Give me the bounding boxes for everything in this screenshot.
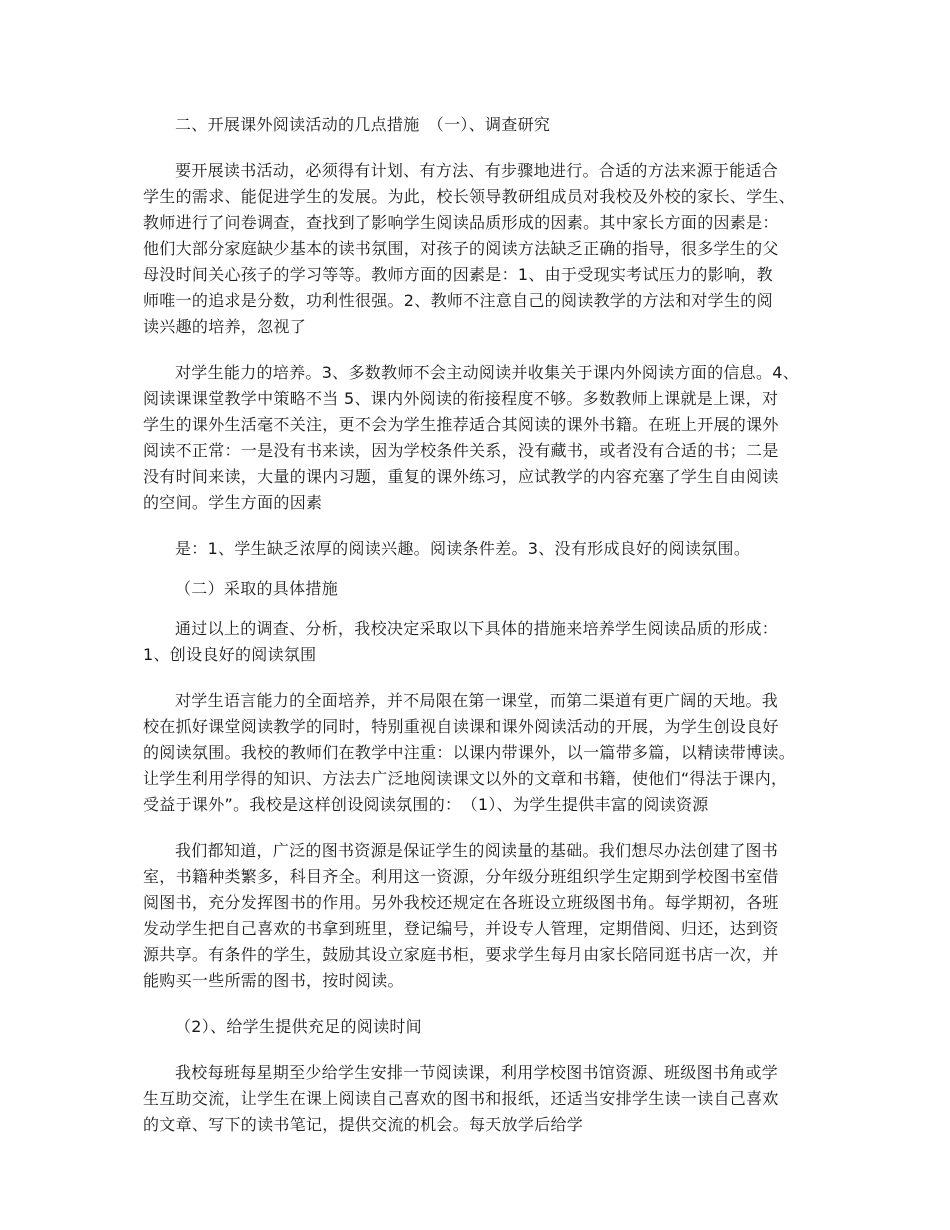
text-line: 1、创设良好的阅读氛围	[143, 645, 317, 664]
text-line: 通过以上的调查、分析，我校决定采取以下具体的措施来培养学生阅读品质的形成：	[175, 619, 779, 638]
text-line: 母没时间关心孩子的学习等等。教师方面的因素是：1、由于受现实考试压力的影响，教	[143, 265, 773, 284]
text-line: 的文章、写下的读书笔记，提供交流的机会。每天放学后给学	[143, 1115, 584, 1134]
paragraph-survey-intro	[143, 158, 811, 340]
section-heading: 二、开展课外阅读活动的几点措施 （一）、调查研究	[175, 115, 551, 134]
text-line: 受益于课外”。我校是这样创设阅读氛围的： （1）、为学生提供丰富的阅读资源	[143, 795, 709, 814]
text-line: 阅读不正常：一是没有书来读，因为学校条件关系，没有藏书，或者没有合适的书；二是	[143, 441, 779, 460]
paragraph-reading-atmosphere	[143, 688, 811, 818]
text-line: 师唯一的追求是分数，功利性很强。2、教师不注意自己的阅读教学的方法和对学生的阅	[143, 291, 773, 310]
text-line: 让学生利用学得的知识、方法去广泛地阅读课文以外的文章和书籍，使他们“得法于课内，	[143, 769, 788, 788]
text-line: 能购买一些所需的图书，按时阅读。	[143, 971, 404, 990]
text-line: 我们都知道，广泛的图书资源是保证学生的阅读量的基础。我们想尽办法创建了图书	[175, 841, 779, 860]
text-line: 生互助交流，让学生在课上阅读自己喜欢的图书和报纸，还适当安排学生读一读自己喜欢	[143, 1089, 779, 1108]
paragraph-student-factors: 是：1、学生缺乏浓厚的阅读兴趣。阅读条件差。3、没有形成良好的阅读氛围。	[175, 539, 751, 558]
text-line: 要开展读书活动，必须得有计划、有方法、有步骤地进行。合适的方法来源于能适合	[175, 161, 779, 180]
text-line: 他们大部分家庭缺少基本的读书氛围，对孩子的阅读方法缺乏正确的指导，很多学生的父	[143, 239, 779, 258]
text-line: 发动学生把自己喜欢的书拿到班里，登记编号，并设专人管理，定期借阅、归还，达到资	[143, 919, 779, 938]
text-line: 室，书籍种类繁多，科目齐全。利用这一资源，分年级分班组织学生定期到学校图书室借	[143, 867, 779, 886]
paragraph-book-resources	[143, 838, 811, 994]
text-line: 阅图书，充分发挥图书的作用。另外我校还规定在各班设立班级图书角。每学期初，各班	[143, 893, 779, 912]
subsection-heading-reading-time: （2）、给学生提供充足的阅读时间	[175, 1017, 422, 1036]
subsection-heading-measures: （二）采取的具体措施	[175, 579, 339, 598]
text-line: 学生的需求、能促进学生的发展。为此，校长领导教研组成员对我校及外校的家长、学生、	[143, 187, 796, 206]
text-line: 的空间。学生方面的因素	[143, 493, 323, 512]
text-line: 学生的课外生活毫不关注，更不会为学生推荐适合其阅读的课外书籍。在班上开展的课外	[143, 415, 779, 434]
text-line: 阅读课课堂教学中策略不当 5、课内外阅读的衔接程度不够。多数教师上课就是上课，对	[143, 389, 779, 408]
paragraph-reading-time	[143, 1060, 811, 1138]
paragraph-measures-intro	[143, 616, 811, 668]
text-line: 源共享。有条件的学生，鼓励其设立家庭书柜，要求学生每月由家长陪同逛书店一次，并	[143, 945, 779, 964]
document-body	[143, 112, 811, 1138]
text-line: 教师进行了问卷调查，查找到了影响学生阅读品质形成的因素。其中家长方面的因素是：	[143, 213, 779, 232]
text-line: 校在抓好课堂阅读教学的同时，特别重视自读课和课外阅读活动的开展，为学生创设良好	[143, 717, 779, 736]
text-line: 我校每班每星期至少给学生安排一节阅读课，利用学校图书馆资源、班级图书角或学	[175, 1063, 779, 1082]
text-line: 没有时间来读，大量的课内习题，重复的课外练习，应试教学的内容充塞了学生自由阅读	[143, 467, 779, 486]
text-line: 对学生语言能力的全面培养，并不局限在第一课堂，而第二渠道有更广阔的天地。我	[175, 691, 779, 710]
paragraph-teacher-factors	[143, 360, 811, 516]
text-line: 对学生能力的培养。3、多数教师不会主动阅读并收集关于课内外阅读方面的信息。4、	[175, 363, 800, 382]
text-line: 的阅读氛围。我校的教师们在教学中注重：以课内带课外，以一篇带多篇，以精读带博读。	[143, 743, 796, 762]
text-line: 读兴趣的培养，忽视了	[143, 317, 307, 336]
